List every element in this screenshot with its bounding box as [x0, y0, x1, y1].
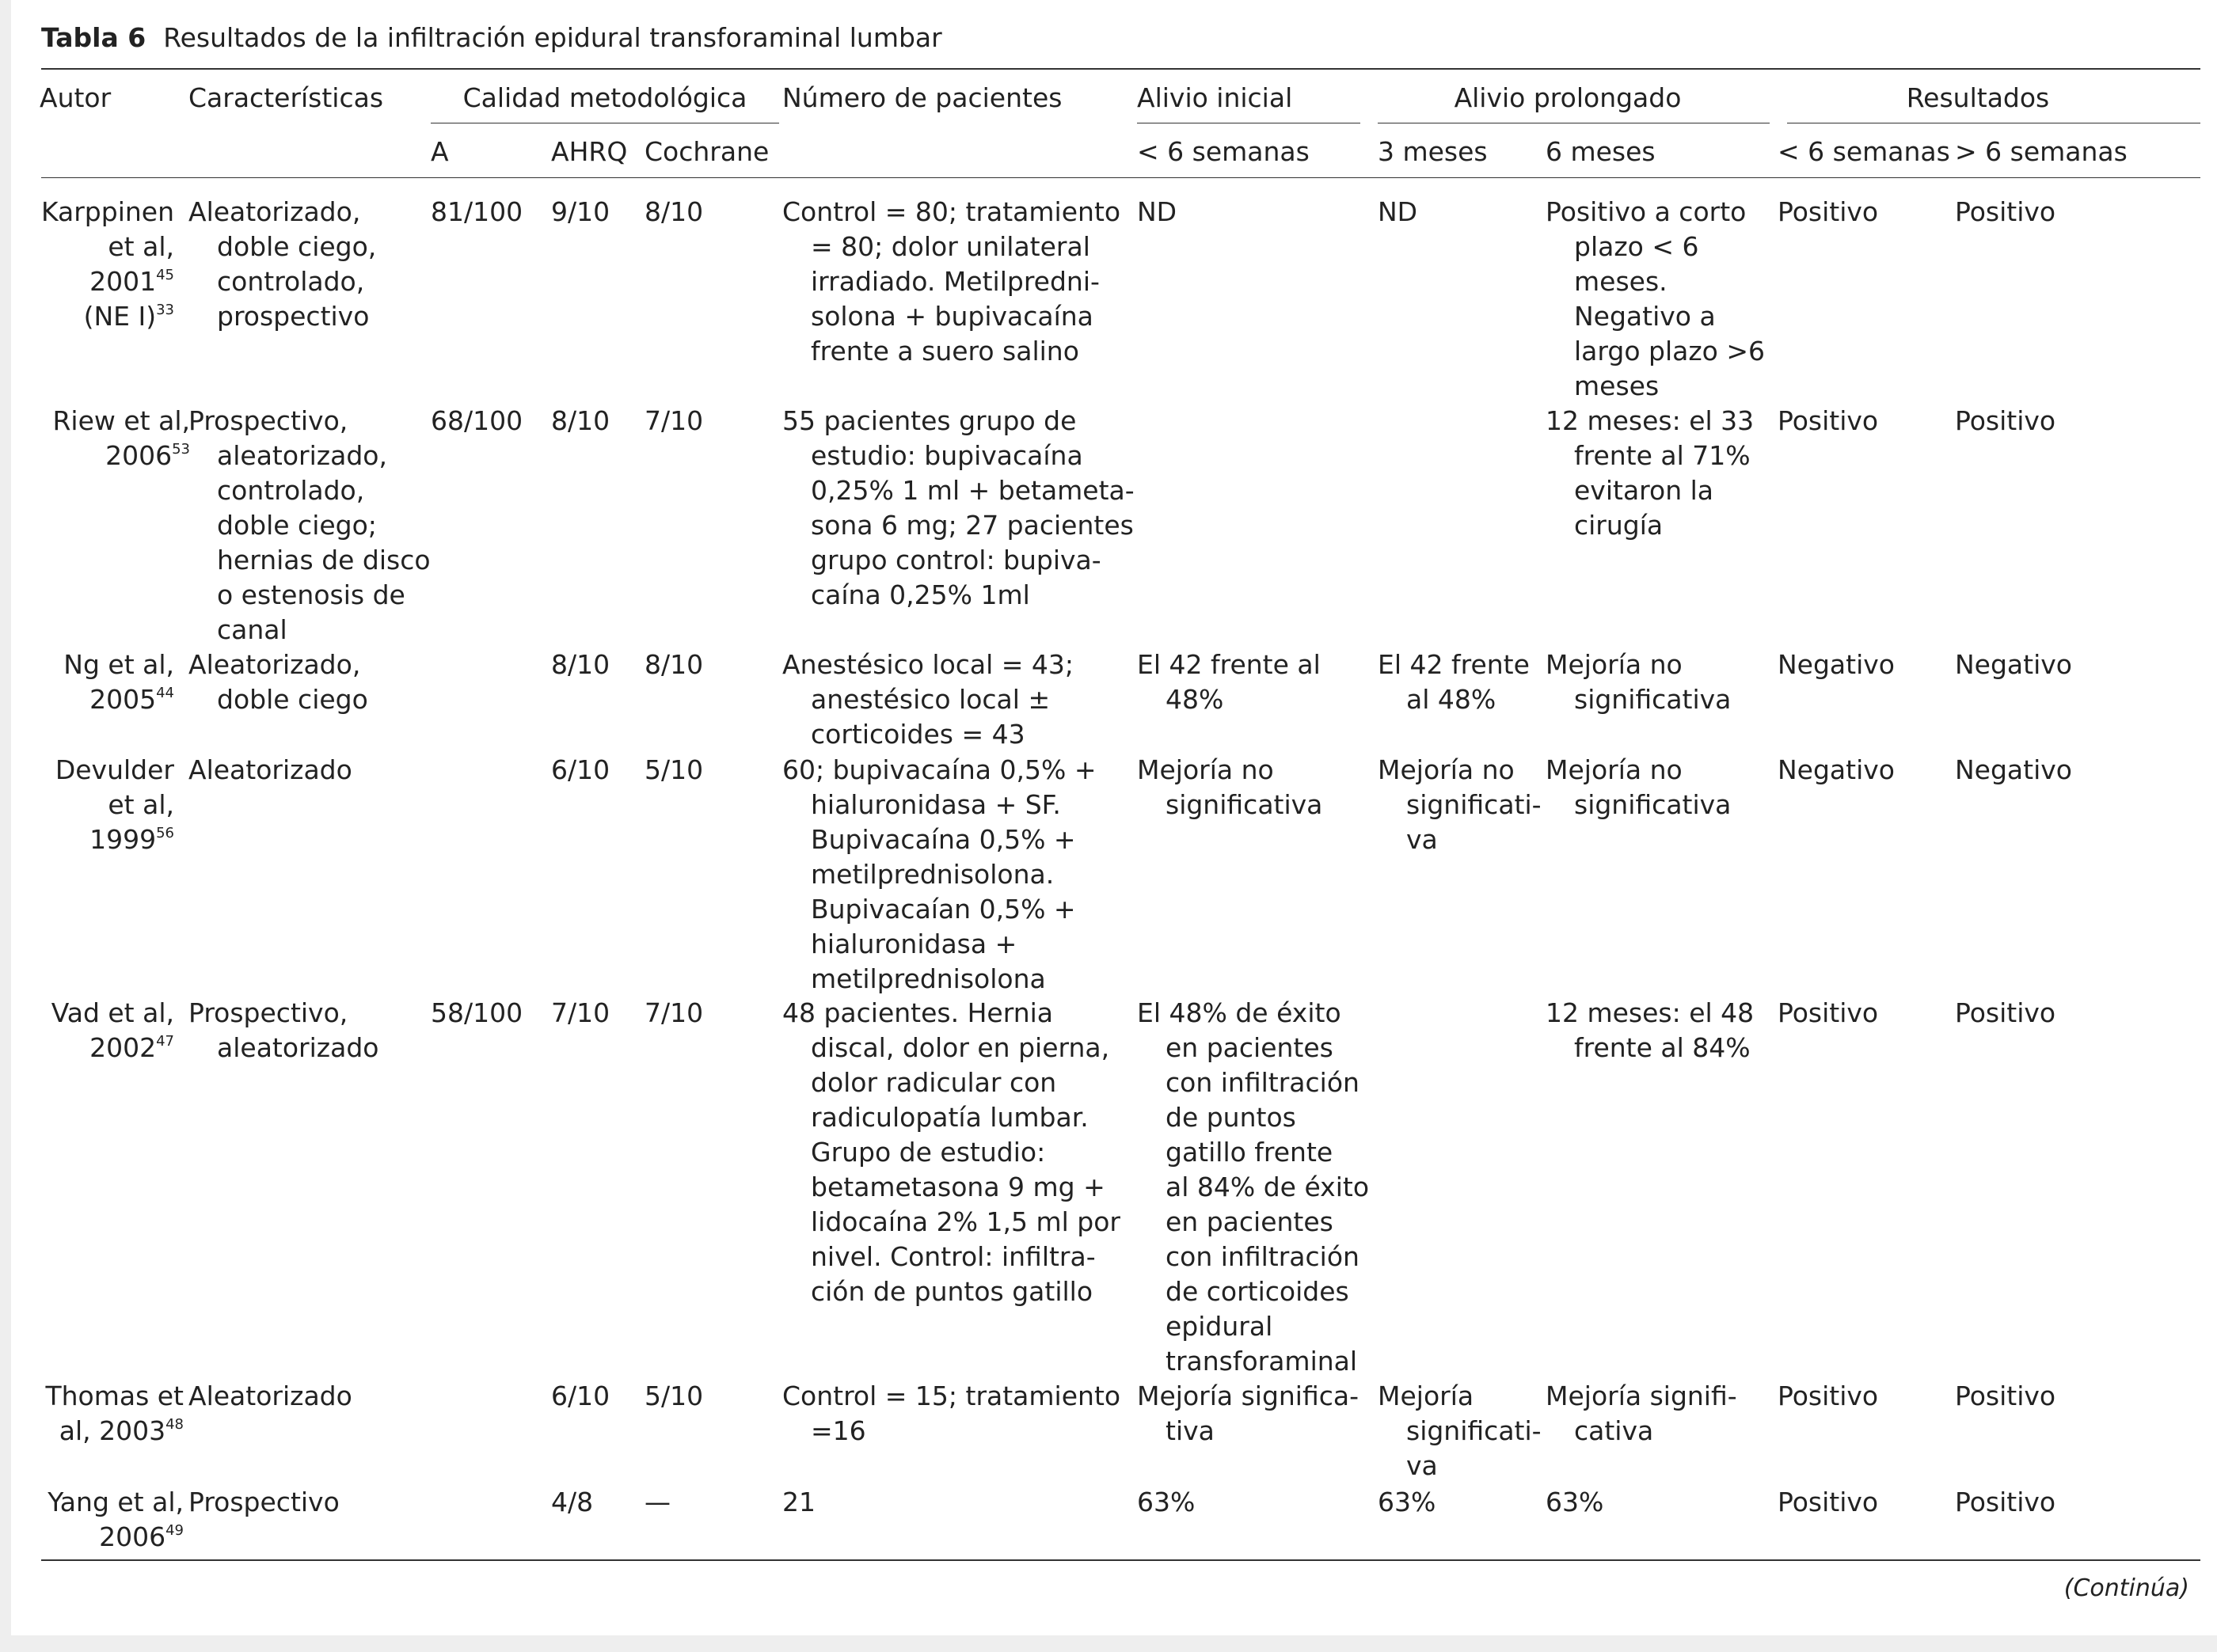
continued-note: (Continúa) — [2063, 1574, 2189, 1602]
row-quality-cochrane: 8/10 — [645, 196, 704, 227]
footnote-ref: 56 — [156, 825, 174, 841]
row-characteristics: Aleatorizado — [188, 1380, 352, 1411]
row-result-gt: Negativo — [1955, 754, 2072, 785]
header-sub-cochrane: Cochrane — [645, 136, 770, 167]
row-result-lt: Negativo — [1778, 649, 1895, 680]
header-alivio-prolongado: Alivio prolongado — [1454, 82, 1682, 113]
row-author: Karppinen et al, 2001$^{45}$ (NE I)$^{33}$ — [40, 196, 174, 332]
table-caption — [41, 19, 942, 57]
table-number: Tabla 6 — [41, 22, 146, 53]
footnote-ref: 45 — [156, 267, 174, 283]
row-characteristics: Aleatorizado — [188, 754, 352, 785]
row-result-gt: Positivo — [1955, 997, 2056, 1028]
footnote-ref: 48 — [165, 1416, 184, 1433]
row-patients: 21 — [782, 1487, 816, 1517]
row-patients: Anestésico local = 43; anestésico local ± corticoides = 43 — [782, 649, 1074, 750]
row-result-lt: Negativo — [1778, 754, 1895, 785]
header-calidad: Calidad metodológica — [462, 82, 747, 113]
table-page — [11, 0, 2217, 1635]
header-sub-inicial: < 6 semanas — [1137, 136, 1310, 167]
header-sub-6m: 6 meses — [1546, 136, 1656, 167]
row-relief-3m: Mejoría significati- va — [1378, 1380, 1542, 1481]
row-relief-6m: Mejoría signifi- cativa — [1546, 1380, 1737, 1446]
row-characteristics: Prospectivo, aleatorizado — [188, 997, 379, 1063]
row-initial-relief: Mejoría significa- tiva — [1137, 1380, 1359, 1446]
row-result-gt: Positivo — [1955, 1487, 2056, 1517]
row-author: Riew et al, 2006$^{53}$ — [52, 405, 190, 471]
row-result-lt: Positivo — [1778, 997, 1879, 1028]
header-numero: Número de pacientes — [782, 82, 1063, 113]
row-result-lt: Positivo — [1778, 1380, 1879, 1411]
row-quality-cochrane: 7/10 — [645, 405, 704, 436]
header-resultados: Resultados — [1906, 82, 2050, 113]
header-sub-res-gt: > 6 semanas — [1955, 136, 2128, 167]
row-relief-6m: 12 meses: el 33 frente al 71% evitaron la cirugía — [1546, 405, 1755, 541]
row-initial-relief: Mejoría no significativa — [1137, 754, 1323, 820]
row-quality-ahrq: 6/10 — [551, 1380, 610, 1411]
row-quality-cochrane: 8/10 — [645, 649, 704, 680]
header-alivio-inicial: Alivio inicial — [1137, 82, 1293, 113]
row-patients: Control = 15; tratamiento =16 — [782, 1380, 1121, 1446]
row-quality-a: 68/100 — [431, 405, 523, 436]
row-relief-3m: ND — [1378, 196, 1418, 227]
row-author: Ng et al, 2005$^{44}$ — [63, 649, 174, 715]
row-relief-6m: Mejoría no significativa — [1546, 649, 1732, 715]
row-result-gt: Positivo — [1955, 1380, 2056, 1411]
footnote-ref: 33 — [156, 302, 174, 318]
header-sub-res-lt: < 6 semanas — [1778, 136, 1950, 167]
row-quality-ahrq: 8/10 — [551, 405, 610, 436]
row-author: Thomas et al, 2003$^{48}$ — [45, 1380, 184, 1446]
row-quality-cochrane: 7/10 — [645, 997, 704, 1028]
table-title: Resultados de la infiltración epidural transforaminal lumbar — [163, 22, 942, 53]
row-relief-6m: 63% — [1546, 1487, 1604, 1517]
row-quality-ahrq: 8/10 — [551, 649, 610, 680]
row-relief-6m: 12 meses: el 48 frente al 84% — [1546, 997, 1755, 1063]
header-sub-3m: 3 meses — [1378, 136, 1488, 167]
row-result-lt: Positivo — [1778, 405, 1879, 436]
row-initial-relief: El 48% de éxito en pacientes con infiltración de puntos gatillo frente al 84% de éxito en pacientes con infiltración de corticoides epidural transforaminal — [1137, 997, 1370, 1377]
row-result-lt: Positivo — [1778, 196, 1879, 227]
header-sub-ahrq: AHRQ — [551, 136, 628, 167]
row-relief-6m: Positivo a corto plazo < 6 meses. Negativo a largo plazo >6 meses — [1546, 196, 1765, 401]
header-sub-a: A — [431, 136, 449, 167]
row-quality-ahrq: 7/10 — [551, 997, 610, 1028]
row-quality-a: 58/100 — [431, 997, 523, 1028]
row-initial-relief: El 42 frente al 48% — [1137, 649, 1321, 715]
row-characteristics: Prospectivo, aleatorizado, controlado, doble ciego; hernias de disco o estenosis de canal — [188, 405, 431, 645]
header-rule — [41, 177, 2200, 178]
row-initial-relief: ND — [1137, 196, 1177, 227]
row-result-gt: Positivo — [1955, 405, 2056, 436]
row-author: Devulder et al, 1999$^{56}$ — [55, 754, 174, 855]
row-quality-ahrq: 9/10 — [551, 196, 610, 227]
row-quality-ahrq: 4/8 — [551, 1487, 594, 1517]
row-patients: 48 pacientes. Hernia discal, dolor en pierna, dolor radicular con radiculopatía lumbar. Grupo de estudio: betametasona 9 mg + lidocaína 2% 1,5 ml por nivel. Control: infiltra- ción de puntos gatillo — [782, 997, 1120, 1307]
row-patients: 60; bupivacaína 0,5% + hialuronidasa + SF. Bupivacaína 0,5% + metilprednisolona. Bupivacaían 0,5% + hialuronidasa + metilprednisolona — [782, 754, 1097, 994]
row-characteristics: Aleatorizado, doble ciego, controlado, prospectivo — [188, 196, 377, 332]
row-quality-cochrane: — — [645, 1487, 671, 1517]
row-result-gt: Positivo — [1955, 196, 2056, 227]
row-quality-cochrane: 5/10 — [645, 754, 704, 785]
footnote-ref: 44 — [156, 685, 174, 701]
header-autor: Autor — [40, 82, 112, 113]
bottom-rule — [41, 1559, 2200, 1561]
row-author: Vad et al, 2002$^{47}$ — [51, 997, 174, 1063]
row-relief-6m: Mejoría no significativa — [1546, 754, 1732, 820]
row-relief-3m: Mejoría no significati- va — [1378, 754, 1542, 855]
row-patients: 55 pacientes grupo de estudio: bupivacaína 0,25% 1 ml + betameta- sona 6 mg; 27 pacientes grupo control: bupiva- caína 0,25% 1ml — [782, 405, 1135, 610]
footnote-ref: 53 — [172, 441, 190, 458]
footnote-ref: 47 — [156, 1033, 174, 1050]
row-result-lt: Positivo — [1778, 1487, 1879, 1517]
header-caracteristicas: Características — [188, 82, 384, 113]
row-relief-3m: 63% — [1378, 1487, 1436, 1517]
row-initial-relief: 63% — [1137, 1487, 1196, 1517]
top-rule — [41, 68, 2200, 70]
row-patients: Control = 80; tratamiento = 80; dolor unilateral irradiado. Metilpredni- solona + bupivacaína frente a suero salino — [782, 196, 1121, 366]
row-author: Yang et al, 2006$^{49}$ — [48, 1487, 184, 1552]
row-relief-3m: El 42 frente al 48% — [1378, 649, 1530, 715]
row-quality-ahrq: 6/10 — [551, 754, 610, 785]
row-quality-a: 81/100 — [431, 196, 523, 227]
row-characteristics: Prospectivo — [188, 1487, 340, 1517]
row-result-gt: Negativo — [1955, 649, 2072, 680]
footnote-ref: 49 — [165, 1522, 184, 1539]
row-characteristics: Aleatorizado, doble ciego — [188, 649, 368, 715]
row-quality-cochrane: 5/10 — [645, 1380, 704, 1411]
